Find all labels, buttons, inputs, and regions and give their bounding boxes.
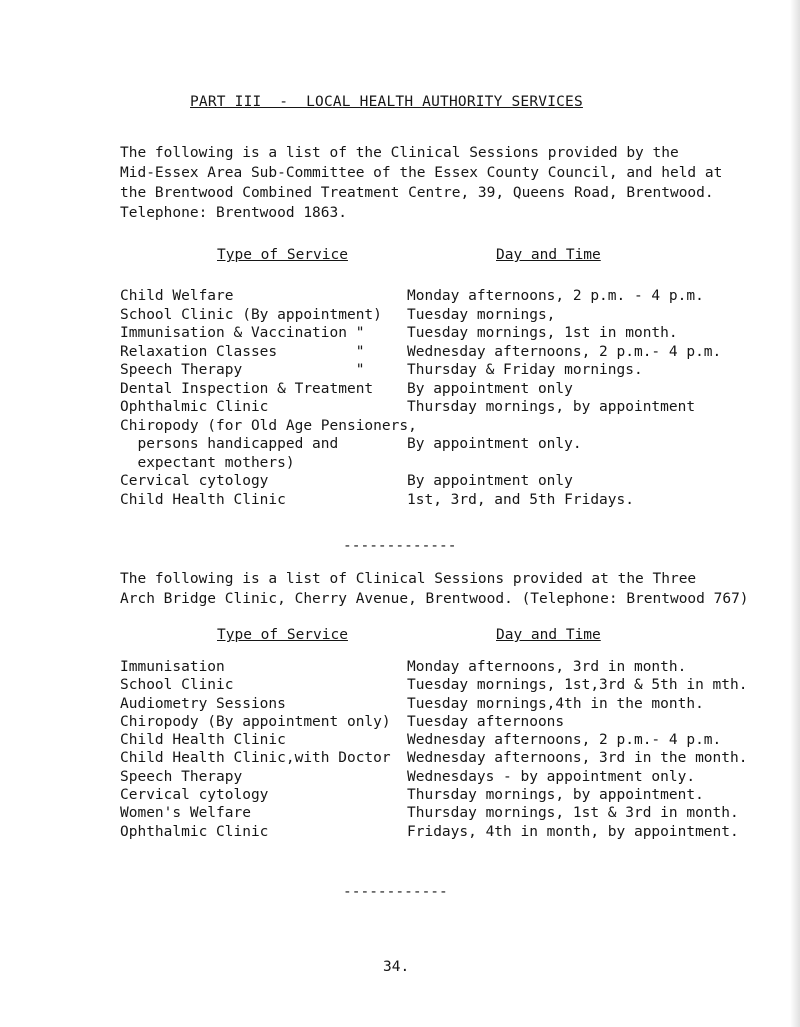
time-item: Thursday mornings, 1st & 3rd in month. (407, 805, 739, 822)
time-item: Wednesday afternoons, 2 p.m.- 4 p.m. (407, 343, 722, 360)
time-item: Fridays, 4th in month, by appointment. (407, 823, 739, 840)
section1-time-list (407, 287, 721, 509)
section1-service-header: Type of Service (217, 247, 348, 263)
time-item: Tuesday afternoons (407, 713, 565, 730)
service-item: Child Welfare (120, 288, 234, 304)
service-item: Chiropody (By appointment only) (120, 713, 391, 730)
time-item: Monday afternoons, 3rd in month. (407, 659, 687, 675)
service-item: Speech Therapy (120, 768, 243, 785)
page-edge-shadow (790, 0, 800, 1027)
service-item: Child Health Clinic,with Doctor (120, 750, 391, 767)
time-item (407, 417, 721, 436)
service-item: Women's Welfare (120, 805, 251, 822)
time-item: By appointment only (407, 473, 573, 489)
section2-intro (120, 569, 790, 609)
service-item: School Clinic (By appointment) (120, 306, 382, 323)
time-item: By appointment only (407, 380, 573, 397)
section-separator: ------------- (343, 538, 457, 554)
section1-time-header: Day and Time (496, 247, 601, 263)
section1-service-list (120, 287, 417, 509)
intro-line: Mid-Essex Area Sub-Committee of the Essex County Council, and held at (120, 165, 723, 181)
intro-line: The following is a list of Clinical Sessions provided at the Three (120, 571, 697, 587)
intro-line: Arch Bridge Clinic, Cherry Avenue, Brentwood. (Telephone: Brentwood 767) (120, 591, 749, 607)
time-item: Monday afternoons, 2 p.m. - 4 p.m. (407, 288, 704, 304)
service-item: Cervical cytology (120, 473, 269, 489)
time-item: Tuesday mornings, 1st in month. (407, 325, 678, 341)
time-item: By appointment only. (407, 436, 582, 452)
section2-time-header: Day and Time (496, 627, 601, 643)
section1-intro (120, 143, 790, 223)
service-item: Relaxation Classes " (120, 343, 365, 360)
time-item: Tuesday mornings, 1st,3rd & 5th in mth. (407, 677, 748, 694)
time-item: Wednesday afternoons, 3rd in the month. (407, 750, 748, 767)
time-item: Thursday mornings, by appointment. (407, 787, 704, 804)
service-item: Ophthalmic Clinic (120, 823, 269, 840)
page-title: PART III - LOCAL HEALTH AUTHORITY SERVICES (190, 94, 583, 110)
time-item: Tuesday mornings,4th in the month. (407, 695, 704, 712)
intro-line: The following is a list of the Clinical Sessions provided by the (120, 145, 679, 161)
service-item: School Clinic (120, 677, 234, 694)
service-item: persons handicapped and (120, 436, 339, 452)
service-item: Chiropody (for Old Age Pensioners, (120, 417, 417, 434)
time-item: Wednesday afternoons, 2 p.m.- 4 p.m. (407, 732, 722, 749)
service-item: Cervical cytology (120, 787, 269, 804)
service-item: Audiometry Sessions (120, 695, 286, 712)
time-item: Thursday & Friday mornings. (407, 362, 643, 378)
service-item: Child Health Clinic (120, 732, 286, 749)
service-item: Child Health Clinic (120, 491, 286, 508)
section-separator: ------------ (343, 884, 448, 900)
intro-line: the Brentwood Combined Treatment Centre, 39, Queens Road, Brentwood. (120, 185, 714, 201)
service-item: Immunisation & Vaccination " (120, 325, 365, 341)
time-item (407, 454, 721, 473)
time-item: Tuesday mornings, (407, 306, 556, 323)
service-item: Dental Inspection & Treatment (120, 380, 374, 397)
time-item: Thursday mornings, by appointment (407, 399, 696, 415)
service-item: Speech Therapy " (120, 362, 365, 378)
intro-line: Telephone: Brentwood 1863. (120, 205, 347, 221)
section2-service-header: Type of Service (217, 627, 348, 643)
time-item: Wednesdays - by appointment only. (407, 768, 696, 785)
time-item: 1st, 3rd, and 5th Fridays. (407, 491, 634, 508)
section2-service-list (120, 658, 391, 841)
service-item: Ophthalmic Clinic (120, 399, 269, 415)
page-number: 34. (383, 959, 410, 975)
service-item: Immunisation (120, 659, 225, 675)
service-item: expectant mothers) (120, 454, 295, 471)
section2-time-list (407, 658, 747, 841)
